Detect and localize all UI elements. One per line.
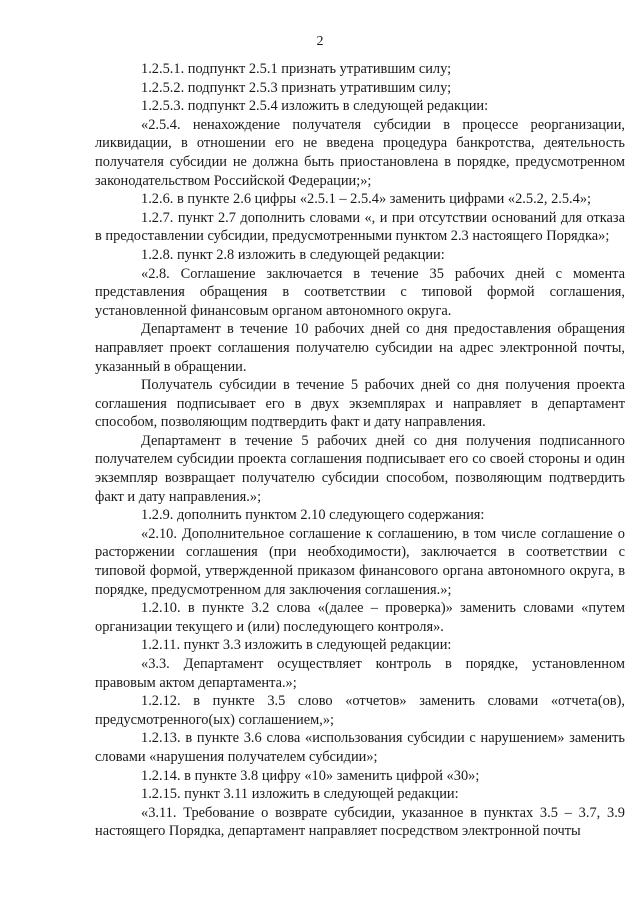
paragraph-1-2-9: 1.2.9. дополнить пунктом 2.10 следующего содержания: [141,507,485,524]
paragraph-department-5-days: Департамент в течение 5 рабочих дней со дня получения подписанного получателем субсидии проекта соглашения подписывает его со своей стороны и один экземпляр возвращает получателю субсидии способом, позволяющим подтвердить факт и дату направления.»; [95,432,625,505]
paragraph-1-2-12: 1.2.12. в пункте 3.5 слово «отчетов» заменить словами «отчета(ов), предусмотренного(ых) соглашением,»; [95,693,625,728]
paragraph-1-2-15: 1.2.15. пункт 3.11 изложить в следующей редакции: [141,786,459,803]
paragraph-quote-3-11: «3.11. Требование о возврате субсидии, указанное в пунктах 3.5 – 3.7, 3.9 настоящего Порядка, департамент направляет посредством электронной почты [95,804,625,840]
paragraph-1-2-5-3: 1.2.5.3. подпункт 2.5.4 изложить в следующей редакции: [141,98,489,115]
document-body [95,60,625,841]
paragraph-1-2-6: 1.2.6. в пункте 2.6 цифры «2.5.1 – 2.5.4» заменить цифрами «2.5.2, 2.5.4»; [141,191,592,208]
paragraph-department-10-days: Департамент в течение 10 рабочих дней со дня предоставления обращения направляет проект соглашения получателю субсидии на адрес электронной почты, указанный в обращении. [95,321,625,375]
paragraph-1-2-14: 1.2.14. в пункте 3.8 цифру «10» заменить цифрой «30»; [141,767,480,784]
paragraph-1-2-13: 1.2.13. в пункте 3.6 слова «использования субсидии с нарушением» заменить словами «нарушения получателем субсидии»; [95,730,625,765]
paragraph-recipient-5-days: Получатель субсидии в течение 5 рабочих дней со дня получения проекта соглашения подписывает его в двух экземплярах и направляет в департамент способом, позволяющим подтвердить факт и дату направления. [95,377,625,431]
paragraph-quote-2-8: «2.8. Соглашение заключается в течение 35 рабочих дней с момента представления обращения в соответствии с типовой формой соглашения, установленной финансовым органом автономного округа. [95,265,625,319]
paragraph-quote-2-5-4: «2.5.4. ненахождение получателя субсидии в процессе реорганизации, ликвидации, в отношении его не введена процедура банкротства, деятельность получателя субсидии не должна быть приостановлена в порядке, предусмотренном законодательством Российской Федерации;»; [95,116,625,189]
paragraph-1-2-5-1: 1.2.5.1. подпункт 2.5.1 признать утратившим силу; [141,61,452,77]
paragraph-1-2-7: 1.2.7. пункт 2.7 дополнить словами «, и при отсутствии оснований для отказа в предоставлении субсидии, предусмотренными пунктом 2.3 настоящего Порядка»; [95,209,625,245]
page-number: 2 [316,34,324,49]
paragraph-1-2-10: 1.2.10. в пункте 3.2 слова «(далее – проверка)» заменить словами «путем организации текущего и (или) последующего контроля». [95,600,625,635]
paragraph-1-2-8: 1.2.8. пункт 2.8 изложить в следующей редакции: [141,246,445,263]
paragraph-quote-3-3: «3.3. Департамент осуществляет контроль в порядке, установленном правовым актом департамента.»; [95,656,625,691]
paragraph-1-2-11: 1.2.11. пункт 3.3 изложить в следующей редакции: [141,637,452,654]
paragraph-quote-2-10: «2.10. Дополнительное соглашение к соглашению, в том числе соглашение о расторжении соглашения (при необходимости), заключается в соответствии с типовой формой, утвержденной приказом финансового органа автономного округа, в порядке, предусмотренном для заключения соглашения.»; [95,525,625,598]
paragraph-1-2-5-2: 1.2.5.2. подпункт 2.5.3 признать утратившим силу; [141,79,452,96]
